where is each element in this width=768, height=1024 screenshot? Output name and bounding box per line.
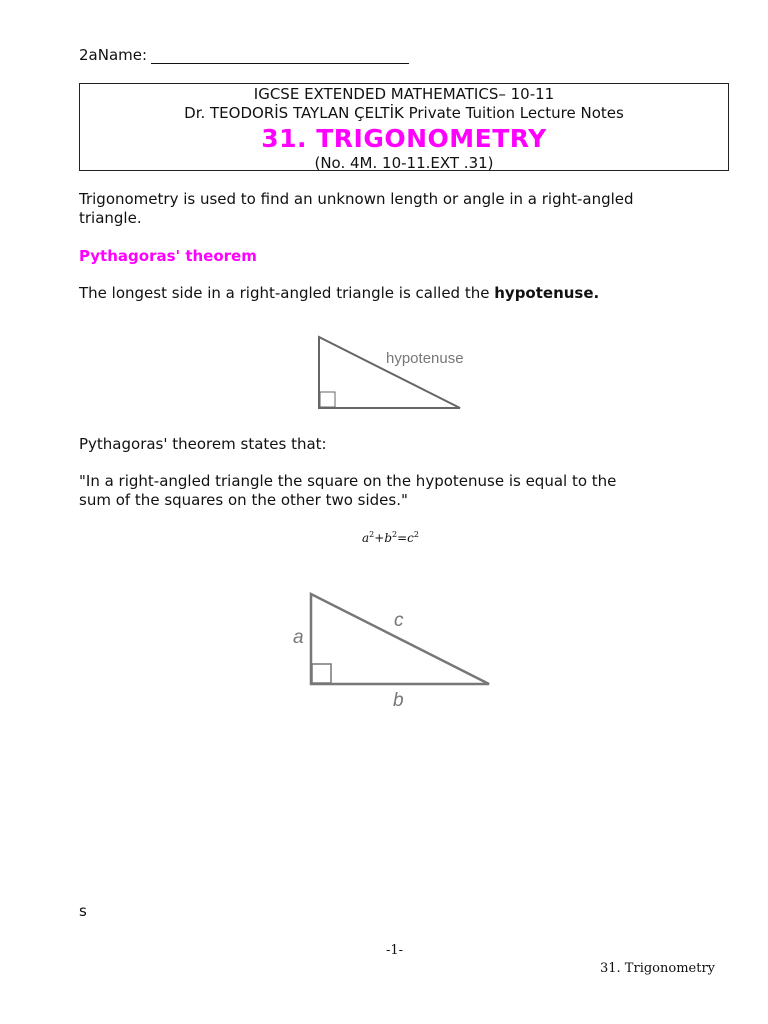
- formula-a: a: [362, 531, 370, 545]
- name-blank-line: [151, 48, 409, 64]
- formula-c: c: [407, 531, 414, 545]
- name-label: 2aName:: [79, 46, 148, 64]
- name-field: [79, 46, 409, 64]
- author-line: Dr. TEODORİS TAYLAN ÇELTİK Private Tuition Lecture Notes: [184, 104, 624, 122]
- intro-paragraph: Trigonometry is used to find an unknown length or angle in a right-angled triangle.: [79, 190, 634, 227]
- triangle-shape: [311, 594, 489, 684]
- hypotenuse-term: hypotenuse.: [494, 284, 600, 302]
- formula-exp-b: 2: [392, 530, 398, 539]
- formula-exp-a: 2: [369, 530, 375, 539]
- right-angle-marker: [312, 664, 331, 683]
- formula-equals: =: [397, 531, 408, 545]
- hypotenuse-sentence-text: The longest side in a right-angled triangle is called the: [79, 284, 495, 302]
- course-title: IGCSE EXTENDED MATHEMATICS– 10-11: [253, 85, 555, 103]
- theorem-quote: "In a right-angled triangle the square on the hypotenuse is equal to the sum of the squares on the other two sides.": [79, 472, 617, 509]
- pythagoras-formula: [362, 530, 419, 545]
- formula-plus: +: [374, 531, 385, 545]
- section-heading: Pythagoras' theorem: [79, 247, 257, 265]
- page-number: -1-: [386, 943, 404, 958]
- side-a-label: a: [293, 627, 304, 648]
- document-number: (No. 4M. 10-11.EXT .31): [314, 154, 494, 172]
- formula-exp-c: 2: [413, 530, 419, 539]
- formula-b: b: [384, 531, 392, 545]
- header-box: [79, 83, 729, 171]
- page-title: 31. TRIGONOMETRY: [261, 124, 547, 153]
- labeled-triangle-diagram: [285, 588, 505, 718]
- theorem-intro: Pythagoras' theorem states that:: [79, 435, 327, 453]
- side-b-label: b: [393, 690, 404, 711]
- hypotenuse-sentence: [79, 284, 599, 302]
- right-angle-marker: [320, 392, 335, 407]
- page-footer: 31. Trigonometry: [600, 961, 716, 976]
- side-c-label: c: [394, 610, 404, 631]
- triangle-shape: [319, 337, 460, 408]
- hypotenuse-triangle-diagram: [310, 330, 480, 415]
- stray-character: s: [79, 902, 87, 920]
- hypotenuse-label: hypotenuse: [386, 350, 464, 367]
